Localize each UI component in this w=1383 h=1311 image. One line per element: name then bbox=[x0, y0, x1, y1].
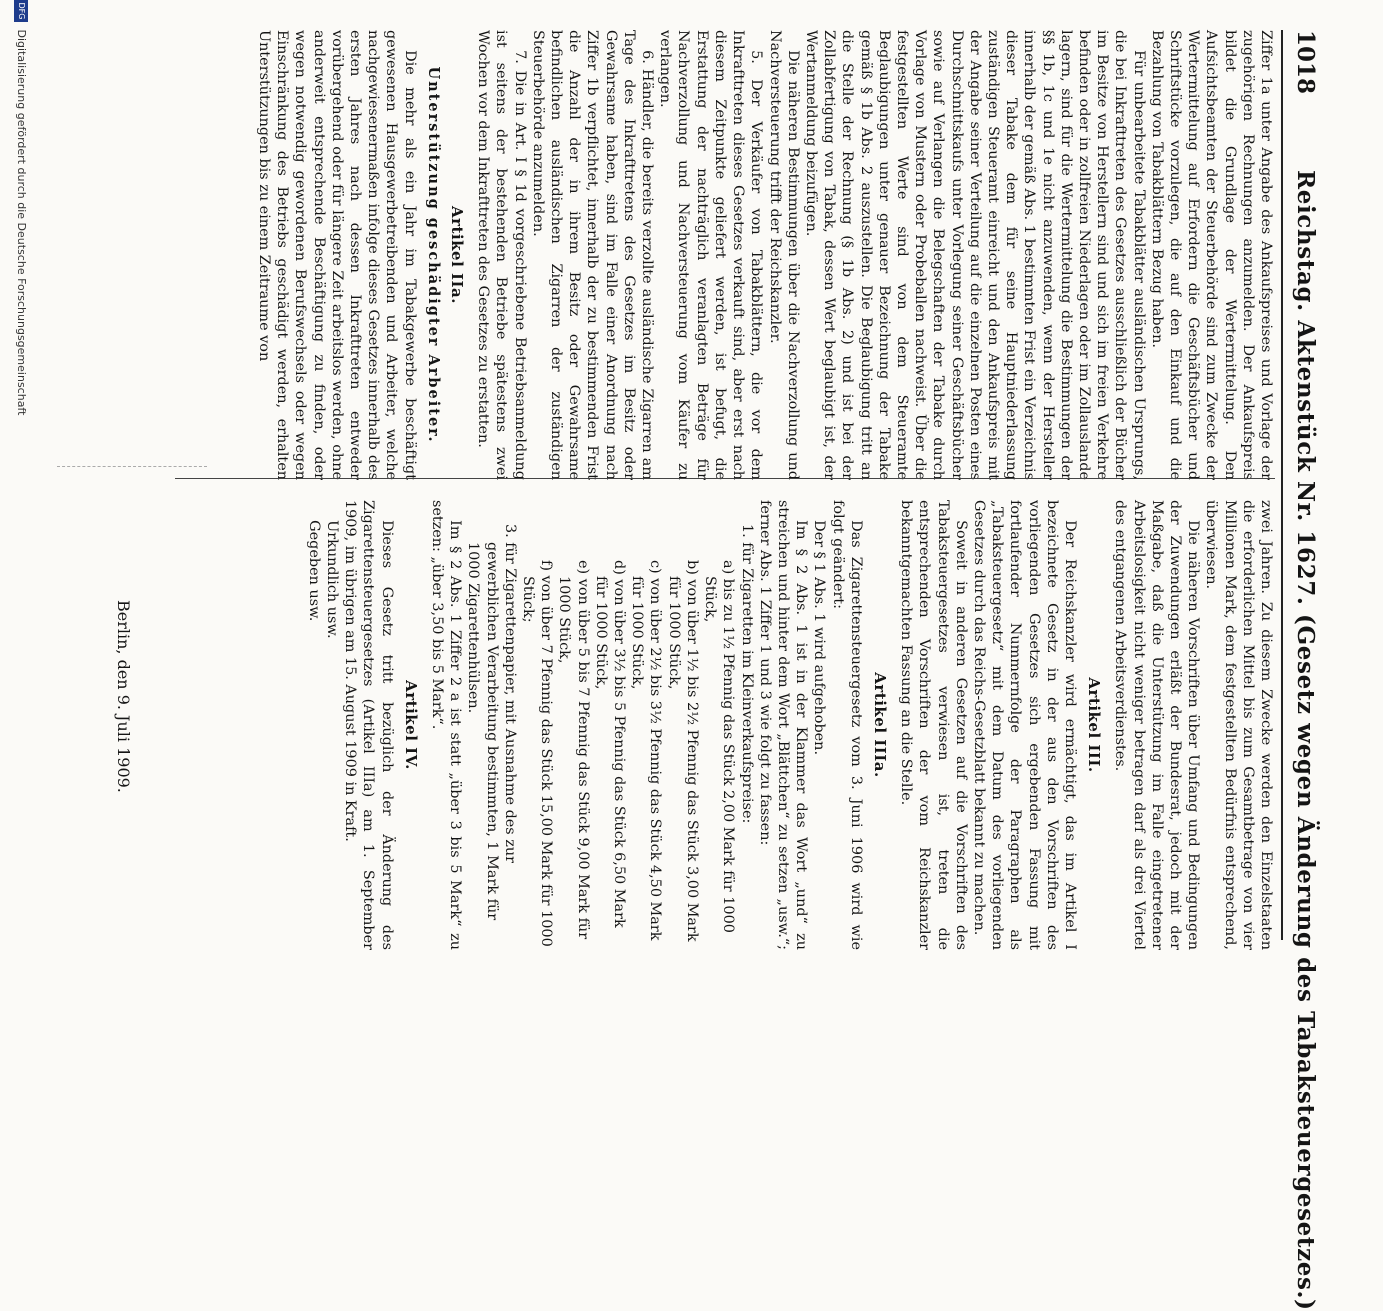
list-item: b) von über 1½ bis 2½ Pfennig das Stück 3,00 Mark für 1000 Stück, bbox=[665, 560, 700, 942]
paragraph: Im § 2 Abs. 1 Ziffer 2 a ist statt „über 3 bis 5 Mark“ zu setzen: „über 3,50 bis 5 Mark“. bbox=[429, 500, 464, 950]
paragraph: Soweit in anderen Gesetzen auf die Vorschriften des Tabaksteuergesetzes verwiesen ist, treten die entsprechenden Vorschriften der vom Reichskanzler bekanntgemachten Fassung an die Stelle. bbox=[898, 500, 969, 950]
paragraph: Die näheren Bestimmungen über die Nachverzollung und Nachversteuerung trifft der Reichskanzler. bbox=[766, 30, 801, 480]
article-heading: Artikel IIa. bbox=[448, 206, 467, 304]
paragraph: Der Reichskanzler wird ermächtigt, das im Artikel I bezeichnete Gesetz in der aus den Vorschriften des vorliegenden Gesetzes sich ergebenden Fassung mit fortlaufender Nummernfolge der Paragraphen als „Tabaksteuergesetz“ mit dem Datum des vorliegenden Gesetzes durch das Reichs-Gesetzblatt bekannt zu machen. bbox=[970, 500, 1078, 950]
list-item: 3. für Zigarettenpapier, mit Ausnahme des zur gewerblichen Verarbeitung bestimmten, 1 Mark für 1000 Zigarettenhülsen. bbox=[465, 524, 518, 921]
paragraph: Ziffer 1a unter Angabe des Ankaufspreises und Vorlage der zugehörigen Rechnungen anzumelden. Der Ankaufspreis bildet die Grundlage der Wertermittelung. Den Aufsichtsbeamten der Steuerbehörde sind zum Zwecke der Wertermittelung auf Erfordern die Geschäftsbücher und Schriftstücke vorzulegen, die auf den Einkauf und die Bezahlung von Tabakblättern Bezug haben. bbox=[1148, 30, 1274, 480]
article-heading: Artikel IIIa. bbox=[870, 672, 889, 778]
paragraph: 7. Die in Art. I § 1d vorgeschriebene Betriebsanmeldung ist seitens der bestehenden Betriebe spätestens zwei Wochen vor dem Inkrafttreten des Gesetzes zu erstatten. bbox=[475, 30, 528, 480]
paragraph: Die mehr als ein Jahr im Tabakgewerbe beschäftigt gewesenen Hausgewerbetreibenden und Arbeiter, welche nachgewiesenermaßen infolge dieses Gesetzes innerhalb des ersten Jahres nach dessen Inkrafttreten entweder vorübergehend oder für längere Zeit arbeitslos werden, ohne anderweit entsprechende Beschäftigung zu finden, oder wegen notwendig gewordenen Berufswechsels oder wegen Einschränkung des Betriebs geschädigt werden, erhalten Unterstützungen bis zu einem Zeitraume von bbox=[256, 30, 418, 480]
column-divider bbox=[175, 478, 1275, 479]
running-title: Reichstag. Aktenstück Nr. 1627. (Gesetz wegen Änderung des Tabaksteuergesetzes.) bbox=[1292, 170, 1319, 1311]
right-column bbox=[305, 500, 1275, 950]
left-column bbox=[255, 30, 1275, 480]
paragraph: Gegeben usw. bbox=[305, 520, 322, 622]
list-item: e) von über 5 bis 7 Pfennig das Stück 9,00 Mark für 1000 Stück, bbox=[556, 560, 591, 940]
paragraph: 6. Händler, die bereits verzollte ausländische Zigarren am Tage des Inkrafttretens des Gesetzes im Besitz oder Gewahrsame haben, sind im Falle einer Anordnung nach Ziffer 1b verpflichtet, innerhalb der zu bestimmenden Frist die Anzahl der in ihrem Besitz oder Gewahrsame befindlichen ausländischen Zigarren der zuständigen Steuerbehörde anzumelden. bbox=[529, 30, 656, 480]
list-item: d) von über 3½ bis 5 Pfennig das Stück 6,50 Mark für 1000 Stück, bbox=[592, 560, 628, 928]
list-item-text: 1. für Zigaretten im Kleinverkaufspreise: bbox=[738, 524, 755, 824]
list-item: f) von über 7 Pfennig das Stück 15,00 Mark für 1000 Stück; bbox=[520, 560, 555, 947]
paragraph: Das Zigarettensteuergesetz vom 3. Juni 1906 wird wie folgt geändert: bbox=[829, 500, 864, 950]
list-item: a) bis zu 1½ Pfennig das Stück 2,00 Mark für 1000 Stück, bbox=[702, 560, 737, 933]
footer-credit: Digitalisierung gefördert durch die Deutsche Forschungsgemeinschaft bbox=[15, 29, 28, 416]
dfg-logo-icon: DFG bbox=[14, 0, 28, 22]
scan-mark bbox=[57, 466, 207, 467]
page-number: 1018 bbox=[1292, 30, 1319, 95]
tariff-sublist bbox=[519, 542, 737, 950]
list-item bbox=[519, 524, 756, 950]
paragraph: Der § 1 Abs. 1 wird aufgehoben. bbox=[811, 520, 828, 756]
paragraph: zwei Jahren. Zu diesem Zwecke werden den Einzelstaaten die erforderlichen Mittel bis zum Gesamtbetrage von vier Millionen Mark, dem festgestellten Bedürfnis entsprechend, überwiesen. bbox=[1203, 500, 1274, 950]
paragraph: Die näheren Vorschriften über Umfang und Bedingungen der Zuwendungen erläßt der Bundesrat, jedoch mit der Maßgabe, daß die Unterstützung im Falle eingetretener Arbeitslosigkeit nicht weniger betragen darf als drei Viertel des entgangenen Arbeitsverdienstes. bbox=[1112, 500, 1202, 950]
paragraph: Urkundlich usw. bbox=[324, 520, 341, 639]
article-heading: Artikel III. bbox=[1085, 677, 1104, 773]
list-item: c) von über 2½ bis 3½ Pfennig das Stück 4,50 Mark für 1000 Stück, bbox=[629, 560, 664, 941]
tariff-list bbox=[464, 500, 755, 950]
article-subheading: Unterstützung geschädigter Arbeiter. bbox=[424, 66, 442, 444]
article-heading: Artikel IV. bbox=[401, 680, 420, 770]
digitization-footer bbox=[6, 0, 28, 990]
paragraph: 5. Der Verkäufer von Tabakblättern, die vor dem Inkrafttreten dieses Gesetzes verkauft sind, aber erst nach diesem Zeitpunkte geliefert werden, ist befugt, die Erstattung der nachträglich veranlagten Beträge für Nachverzollung und Nachversteuerung vom Käufer zu verlangen. bbox=[657, 30, 765, 480]
paragraph: Dieses Gesetz tritt bezüglich der Änderung des Zigarettensteuergesetzes (Artikel IIIa) am 1. September 1909, im übrigen am 15. August 1909 in Kraft. bbox=[342, 500, 395, 950]
paragraph: Für unbearbeitete Tabakblätter ausländischen Ursprungs, die bei Inkrafttreten des Gesetzes ausschließlich der Bücher im Besitze von Herstellern sind und sich im freien Verkehre befinden oder in zollfreien Niederlagen oder im Zollauslande lagern, sind für die Wertermittelung die Bestimmungen der §§ 1b, 1c und 1e nicht anzuwenden, wenn der Hersteller innerhalb der gemäß Abs. 1 bestimmten Frist ein Verzeichnis dieser Tabake dem für seine Hauptniederlassung zuständigen Steueramt einreicht und den Ankaufspreis mit der Angabe seiner Verteilung auf die einzelnen Posten eines Durchschnittskaufs unter Vorlegung seiner Geschäftsbücher sowie auf Verlangen die Belegschaften der Tabake durch Vorlage von Mustern oder Probeballen nachweist. Über die festgestellten Werte sind von dem Steueramte Beglaubigungen unter genauer Bezeichnung der Tabake gemäß § 1b Abs. 2 auszustellen. Die Beglaubigung tritt an die Stelle der Rechnung (§ 1b Abs. 2) und ist bei der Zollabfertigung von Tabak, dessen Wert beglaubigt ist, der Wertanmeldung beizufügen. bbox=[802, 30, 1147, 480]
page-header bbox=[1285, 30, 1325, 1311]
paragraph: Im § 2 Abs. 1 ist in der Klammer das Wort „und“ zu streichen und hinter dem Wort „Blättchen“ zu setzen „usw.“; ferner Abs. 1 Ziffer 1 und 3 wie folgt zu fassen: bbox=[756, 500, 810, 950]
header-rule bbox=[1281, 30, 1283, 940]
place-and-date: Berlin, den 9. Juli 1909. bbox=[114, 600, 133, 793]
